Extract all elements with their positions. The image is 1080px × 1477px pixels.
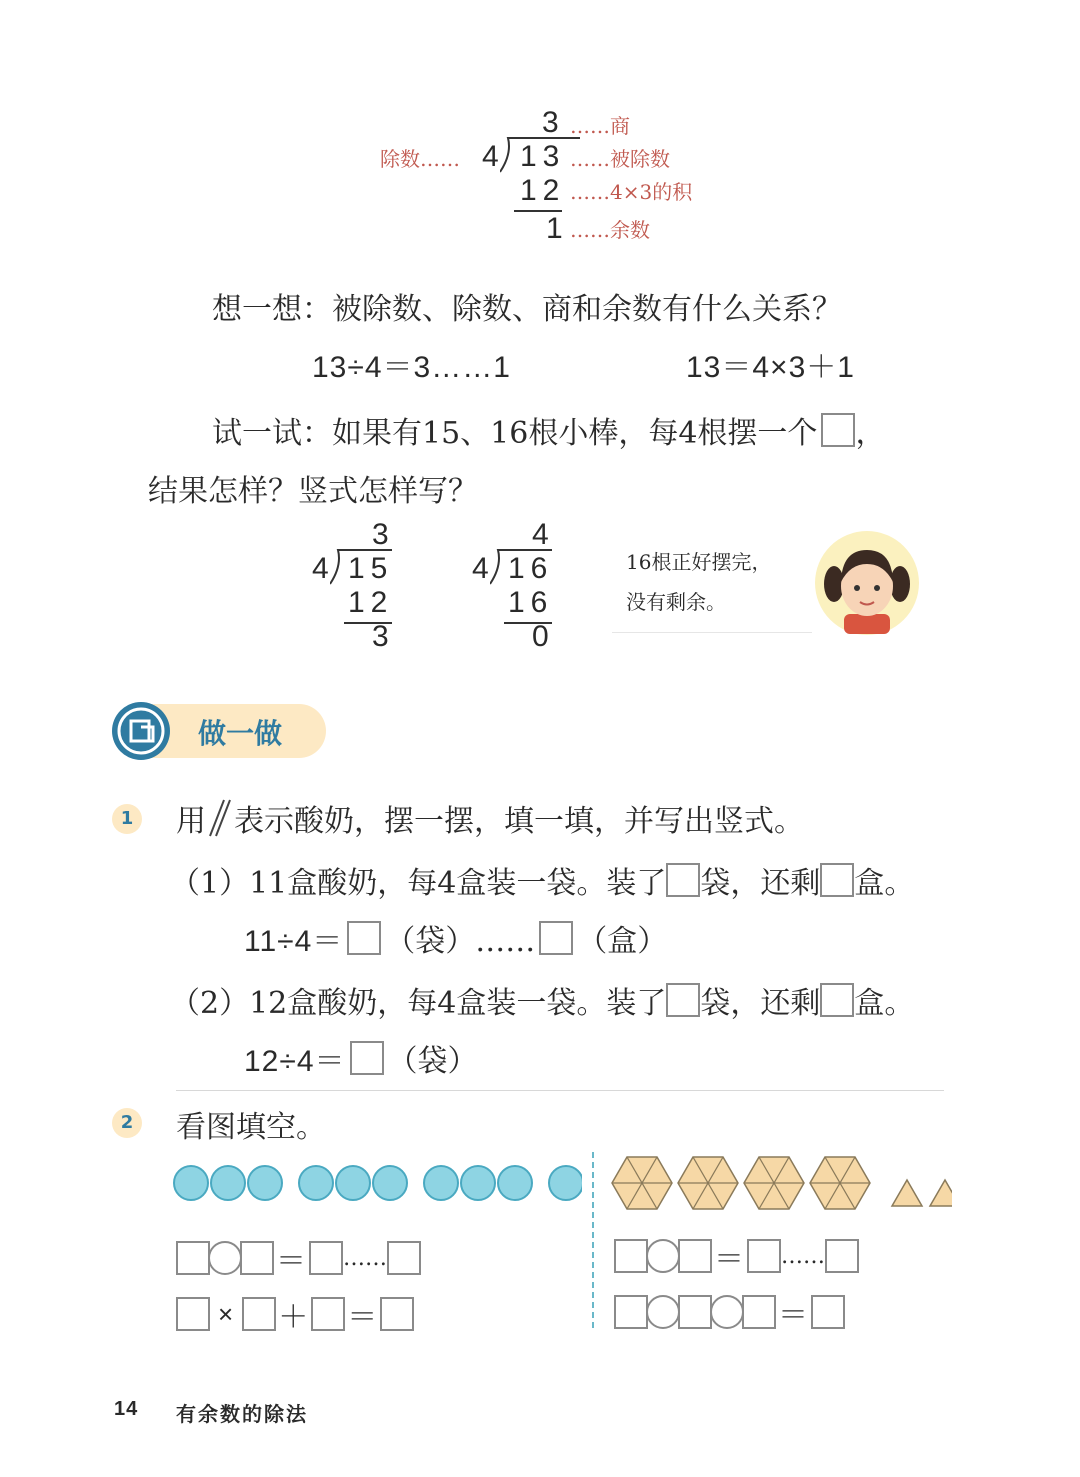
equation-division: 13÷4＝3……1 (312, 351, 511, 384)
dividend-annotation: ……被除数 (570, 147, 670, 171)
q1-part2-label: （2） (170, 986, 250, 1021)
pencil-square-icon (112, 702, 170, 760)
blue-circle (461, 1166, 495, 1200)
hexagon (612, 1157, 672, 1209)
yogurt-stick-icon (206, 798, 234, 838)
blue-circle (549, 1166, 582, 1200)
dashed-separator (592, 1152, 594, 1328)
q1-eq-b: （袋）…… (385, 924, 536, 959)
answer-box[interactable] (614, 1239, 648, 1273)
answer-box-bags[interactable] (666, 983, 700, 1017)
remainder: 0 (532, 620, 550, 653)
girl-avatar (812, 528, 922, 638)
q2-right-eq2 (614, 1290, 845, 1334)
bubble-line1: 16根正好摆完， (626, 550, 772, 574)
divider (176, 1090, 944, 1091)
q1-part2-mid: 袋，还剩 (700, 986, 821, 1021)
answer-box-quotient[interactable] (347, 921, 381, 955)
dots: …… (781, 1243, 825, 1269)
blue-circle (424, 1166, 458, 1200)
answer-box[interactable] (678, 1239, 712, 1273)
answer-box[interactable] (742, 1295, 776, 1329)
q2-right-eq1 (614, 1234, 859, 1278)
remainder-annotation: ……余数 (570, 218, 650, 242)
answer-box-remainder[interactable] (539, 921, 573, 955)
answer-box[interactable] (811, 1295, 845, 1329)
product: 16 (508, 586, 554, 619)
divisor: 4 (472, 552, 490, 585)
question-1-prompt (176, 796, 804, 840)
answer-box-left[interactable] (820, 983, 854, 1017)
blue-circle (498, 1166, 532, 1200)
q1-part1-mid: 袋，还剩 (700, 866, 821, 901)
answer-box[interactable] (747, 1239, 781, 1273)
divisor: 4 (482, 140, 500, 173)
try-prompt-line1 (212, 408, 885, 452)
triangle (930, 1180, 952, 1206)
answer-box[interactable] (176, 1241, 210, 1275)
circle-groups-figure (170, 1160, 582, 1206)
hexagon-triangle-figure (608, 1150, 952, 1216)
remainder: 1 (546, 212, 564, 245)
operator-circle[interactable] (646, 1239, 680, 1273)
think-prompt: 想一想：被除数、除数、商和余数有什么关系？ (212, 292, 842, 327)
blue-circle (299, 1166, 333, 1200)
equation-multiplication: 13＝4×3＋1 (686, 351, 855, 384)
answer-box-quotient[interactable] (350, 1041, 384, 1075)
q2-left-eq1 (176, 1236, 421, 1280)
q1-text-b: 表示酸奶，摆一摆，填一填，并写出竖式。 (234, 804, 804, 839)
dividend: 15 (348, 552, 394, 585)
long-division-example (470, 100, 580, 250)
question-2-prompt: 看图填空。 (176, 1110, 326, 1145)
answer-box[interactable] (176, 1297, 210, 1331)
long-division-16 (470, 518, 570, 658)
quotient-annotation: ……商 (570, 114, 630, 138)
quotient: 4 (532, 518, 550, 551)
answer-box[interactable] (380, 1297, 414, 1331)
answer-box[interactable] (387, 1241, 421, 1275)
answer-box[interactable] (240, 1241, 274, 1275)
speech-bubble (612, 536, 812, 633)
long-division-15 (310, 518, 410, 658)
quotient: 3 (372, 518, 390, 551)
dots: …… (343, 1245, 387, 1271)
divisor: 4 (312, 552, 330, 585)
answer-box[interactable] (309, 1241, 343, 1275)
q1-part1-end: 盒。 (854, 866, 915, 901)
section-icon (112, 702, 170, 760)
q1-eq2-a: 12÷4＝ (244, 1045, 346, 1078)
operator-circle[interactable] (646, 1295, 680, 1329)
product-annotation: ……4×3的积 (570, 180, 693, 204)
blue-circle (373, 1166, 407, 1200)
answer-box[interactable] (825, 1239, 859, 1273)
blue-circle (174, 1166, 208, 1200)
q1-part2 (170, 978, 914, 1022)
q1-part2-text: 12盒酸奶，每4盒装一袋。装了 (249, 986, 667, 1021)
equals-sign: ＝ (276, 1245, 307, 1278)
plus-sign: ＋ (278, 1301, 310, 1334)
try-comma: ， (855, 416, 886, 451)
operator-circle[interactable] (208, 1241, 242, 1275)
section-title: 做一做 (198, 717, 283, 750)
dividend: 16 (508, 552, 554, 585)
try-text: 试一试：如果有15、16根小棒，每4根摆一个 (212, 416, 818, 451)
dividend: 13 (520, 140, 566, 173)
q2-left-eq2 (176, 1292, 414, 1336)
product: 12 (520, 174, 566, 207)
answer-box[interactable] (678, 1295, 712, 1329)
q1-part1-label: （1） (170, 866, 250, 901)
equals-sign: ＝ (778, 1299, 809, 1332)
blue-circle (248, 1166, 282, 1200)
q1-eq-a: 11÷4＝ (244, 925, 344, 958)
answer-box[interactable] (242, 1297, 276, 1331)
answer-box[interactable] (311, 1297, 345, 1331)
question-1-badge: 1 (112, 804, 142, 834)
q1-eq-c: （盒） (577, 924, 668, 959)
q1-part2-end: 盒。 (854, 986, 915, 1021)
chapter-title: 有余数的除法 (176, 1402, 308, 1426)
equals-sign: ＝ (347, 1301, 379, 1334)
hexagon (744, 1157, 804, 1209)
answer-box[interactable] (614, 1295, 648, 1329)
square-placeholder (821, 413, 855, 447)
operator-circle[interactable] (710, 1295, 744, 1329)
times-sign: × (218, 1298, 235, 1329)
q1-text-a: 用 (176, 804, 206, 839)
blue-circle (336, 1166, 370, 1200)
question-2-badge: 2 (112, 1108, 142, 1138)
section-header (112, 702, 326, 760)
q1-part1-text: 11盒酸奶，每4盒装一袋。装了 (249, 866, 667, 901)
quotient: 3 (542, 106, 560, 139)
q1-part1-equation (244, 916, 667, 960)
remainder: 3 (372, 620, 390, 653)
equals-sign: ＝ (714, 1243, 745, 1276)
try-prompt-line2: 结果怎样？竖式怎样写？ (148, 474, 478, 509)
blue-circle (211, 1166, 245, 1200)
page-number: 14 (114, 1398, 139, 1420)
product: 12 (348, 586, 394, 619)
hexagon (810, 1157, 870, 1209)
q1-part1 (170, 858, 914, 902)
hexagon (678, 1157, 738, 1209)
answer-box-bags[interactable] (666, 863, 700, 897)
answer-box-left[interactable] (820, 863, 854, 897)
q1-part2-equation (244, 1036, 478, 1080)
bubble-line2: 没有剩余。 (626, 590, 726, 614)
divisor-annotation: 除数…… (380, 147, 460, 171)
triangle (892, 1180, 922, 1206)
q1-eq2-b: （袋） (387, 1044, 478, 1079)
